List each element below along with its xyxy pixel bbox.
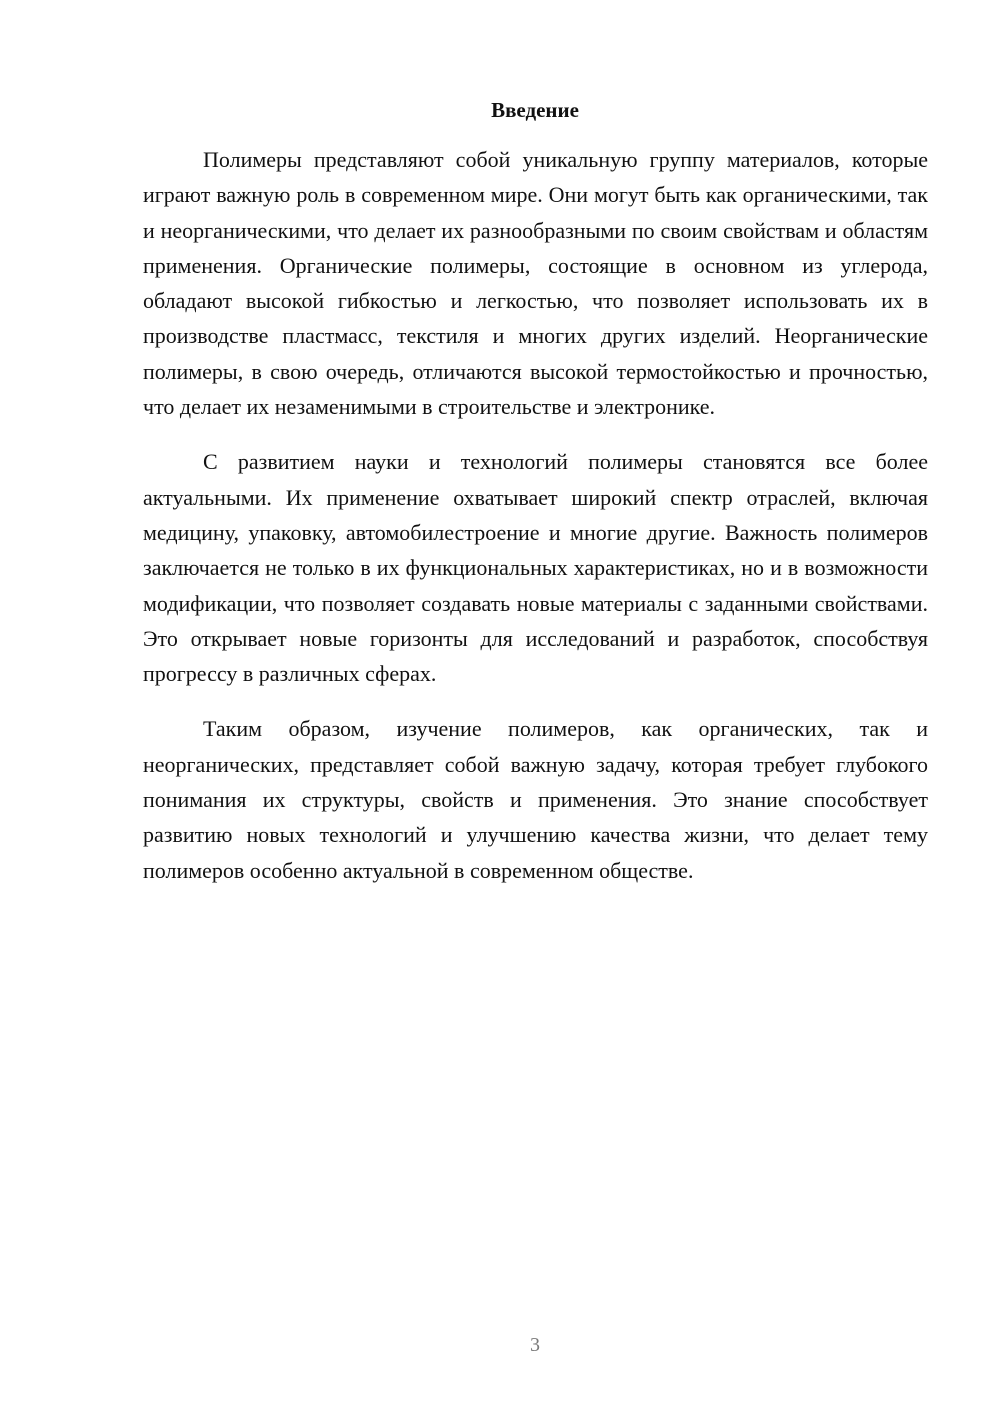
paragraph-2: С развитием науки и технологий полимеры становятся все более актуальными. Их применение охватывает широкий спектр отраслей, включая медицину, упаковку, автомобилестроение и многие другие. Важность полимеров заключается не только в их функциональных характеристиках, но и в возможности модификации, что позволяет создавать новые материалы с заданными свойствами. Это открывает новые горизонты для исследований и разработок, способствуя прогрессу в различных сферах. xyxy=(143,449,928,687)
section-heading: Введение xyxy=(491,98,579,122)
paragraph-3: Таким образом, изучение полимеров, как органических, так и неорганических, представляет собой важную задачу, которая требует глубокого понимания их структуры, свойств и применения. Это знание способствует развитию новых технологий и улучшению качества жизни, что делает тему полимеров особенно актуальной в современном обществе. xyxy=(143,716,928,883)
paragraph-1: Полимеры представляют собой уникальную группу материалов, которые играют важную роль в современном мире. Они могут быть как органическими, так и неорганическими, что делает их разнообразными по своим свойствам и областям применения. Органические полимеры, состоящие в основном из углерода, обладают высокой гибкостью и легкостью, что позволяет использовать их в производстве пластмасс, текстиля и многих других изделий. Неорганические полимеры, в свою очередь, отличаются высокой термостойкостью и прочностью, что делает их незаменимыми в строительстве и электронике. xyxy=(143,147,928,420)
page-number: 3 xyxy=(530,1334,540,1356)
body-text xyxy=(143,142,928,908)
